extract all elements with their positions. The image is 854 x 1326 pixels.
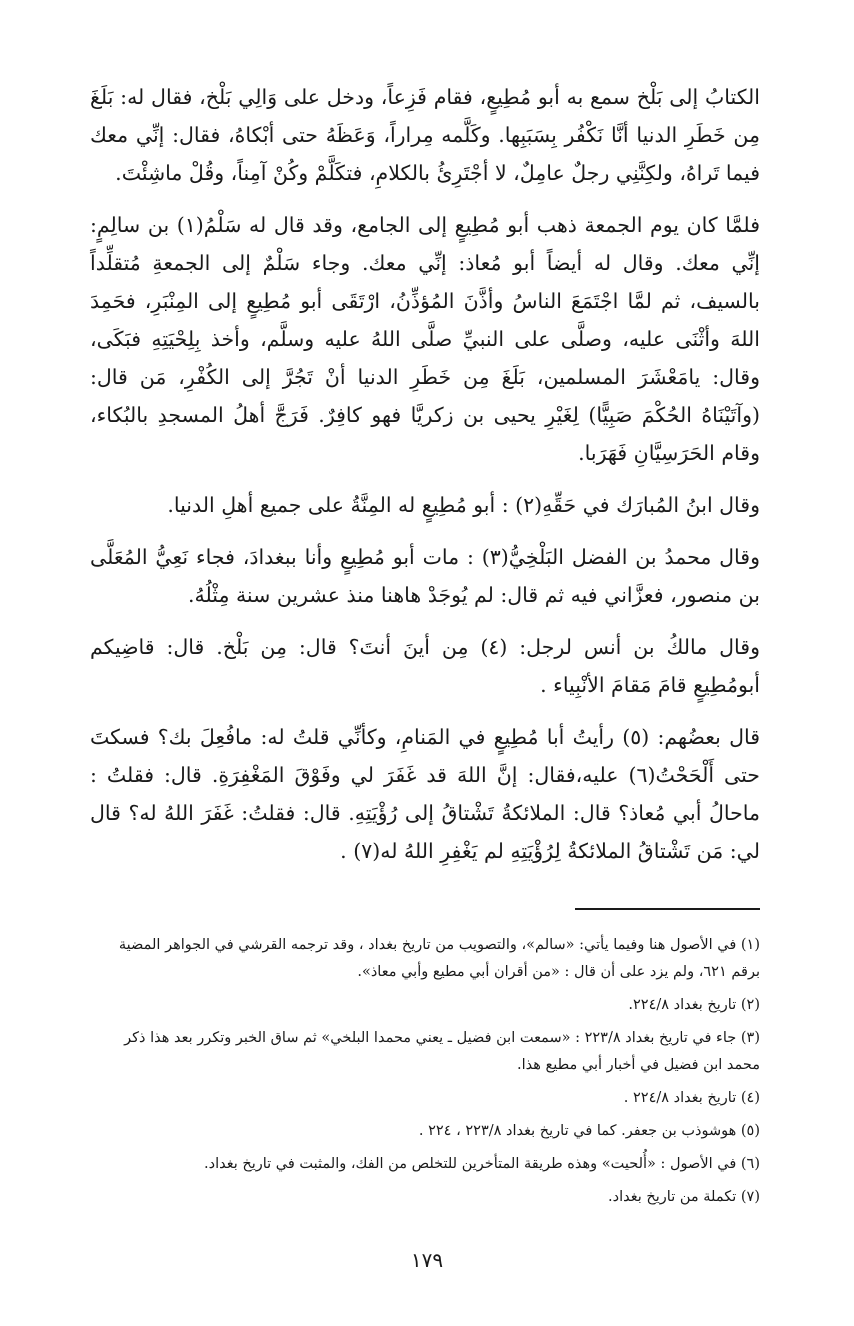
main-text: [90, 78, 760, 884]
paragraph-6: قال بعضُهم: (٥) رأيتُ أبا مُطِيعٍ في المَنامِ، وكأنِّي قلتُ له: مافُعِلَ بك؟ فسكتَ حتى أَلْحَحْتُ(٦) عليه،فقال: إنَّ اللهَ قد غَفَرَ لي وفَوْقَ المَغْفِرَةِ. قال: فقلتُ : ماحالُ أبي مُعاذ؟ قال: الملائكةُ تَشْتاقُ إلى رُؤْيَتِهِ. قال: فقلتُ: غَفَرَ اللهُ له؟ قال لي: مَن تَشْتاقُ الملائكةُ لِرُؤْيَتِهِ لم يَغْفِرِ اللهُ له(٧) .: [90, 725, 761, 863]
footnotes: [90, 932, 760, 1217]
paragraph-5: وقال مالكُ بن أنس لرجل: (٤) مِن أينَ أنتَ؟ قال: مِن بَلْخ. قال: قاضِيكم أبومُطِيعٍ قامَ مَقامَ الأنْبِياء .: [90, 635, 760, 697]
footnote-7: (٧) تكملة من تاريخ بغداد.: [608, 1189, 760, 1205]
footnote-1: (١) في الأصول هنا وفيما يأتي: «سالم»، والتصويب من تاريخ بغداد ، وقد ترجمه القرشي في الجواهر المضية برقم ٦٢١، ولم يزد على أن قال : «من أقران أبي مطيع وأبي معاذ».: [118, 937, 760, 980]
footnote-separator: [575, 908, 760, 910]
paragraph-2: فلمَّا كان يوم الجمعة ذهب أبو مُطِيعٍ إلى الجامع، وقد قال له سَلْمُ(١) بن سالِمٍ: إنِّي معك. وقال له أيضاً أبو مُعاذ: إنِّي معك. وجاء سَلْمٌ إلى الجمعةِ مُتقلِّداً بالسيف، ثم لمَّا اجْتَمَعَ الناسُ وأذَّنَ المُؤذِّنُ، ارْتَقَى أبو مُطِيعٍ إلى المِنْبَرِ، فحَمِدَ اللهَ وأثْنَى عليه، وصلَّى على النبيِّ صلَّى اللهُ عليه وسلَّم، وأخذ بِلِحْيَتِهِ فبَكَى، وقال: يامَعْشَرَ المسلمين، بَلَغَ مِن خَطَرِ الدنيا أنْ تَجُرَّ إلى الكُفْرِ، مَن قال: (وآتَيْنَاهُ الحُكْمَ صَبِيًّا) لِغَيْرِ يحيى بن زكريَّا فهو كافِرٌ. فَرَجَّ أهلُ المسجدِ بالبُكاء، وقام الحَرَسِيَّانِ فَهَرَبا.: [90, 213, 760, 465]
paragraph-3: وقال ابنُ المُبارَك في حَقِّهِ(٢) : أبو مُطِيعٍ له المِنَّةُ على جميع أهلِ الدنيا.: [167, 493, 760, 517]
paragraph-1: الكتابُ إلى بَلْخ سمع به أبو مُطِيعٍ، فقام فَزِعاً، ودخل على وَالِي بَلْخ، فقال له: بَلَغَ مِن خَطَرِ الدنيا أنَّا نَكْفُر بِسَبَبِها. وكَلَّمه مِراراً، وَعَظَهُ حتى أبْكاهُ، فقال: إنِّي معك فيما تَراهُ، ولكِنَّنِي رجلٌ عامِلٌ، لا أجْتَرِئُ بالكلامِ، فتكَلَّمْ وكُنْ آمِناً، وقُلْ ماشِئْتَ.: [90, 85, 760, 185]
footnote-3: (٣) جاء في تاريخ بغداد ٢٢٣/٨ : «سمعت ابن فضيل ـ يعني محمدا البلخي» ثم ساق الخبر وتكرر بعد هذا ذكر محمد ابن فضيل في أخبار أبي مطيع هذا.: [124, 1030, 760, 1073]
footnote-2: (٢) تاريخ بغداد ٢٢٤/٨.: [628, 997, 760, 1013]
page-number: ١٧٩: [410, 1248, 444, 1272]
footnote-5: (٥) هوشوذب بن جعفر. كما في تاريخ بغداد ٢٢٣/٨ ، ٢٢٤ .: [418, 1123, 760, 1139]
footnote-4: (٤) تاريخ بغداد ٢٢٤/٨ .: [623, 1090, 760, 1106]
paragraph-4: وقال محمدُ بن الفضل البَلْخِيُّ(٣) : مات أبو مُطِيعٍ وأنا ببغدادَ، فجاء نَعِيُّ المُعَلَّى بن منصور، فعزَّاني فيه ثم قال: لم يُوجَدْ هاهنا منذ عشرين سنة مِثْلُهُ.: [90, 545, 761, 607]
footnote-6: (٦) في الأصول : «أُلحيت» وهذه طريقة المتأخرين للتخلص من الفك، والمثبت في تاريخ بغداد.: [204, 1156, 760, 1172]
